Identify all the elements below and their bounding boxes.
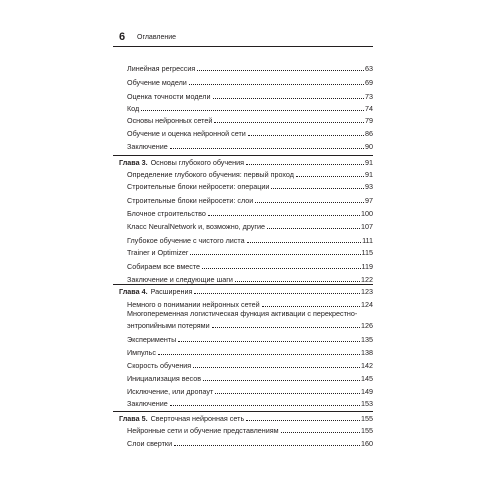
toc-entry-title: Заключение bbox=[127, 399, 168, 408]
toc-entry-title: Инициализация весов bbox=[127, 374, 202, 383]
dot-leader bbox=[235, 281, 360, 282]
toc-entry-title: Нейронные сети и обучение представлениям bbox=[127, 426, 279, 435]
dot-leader bbox=[214, 122, 364, 123]
toc-section-entry[interactable] bbox=[127, 182, 373, 191]
toc-entry-title: Исключение, или дропаут bbox=[127, 387, 214, 396]
toc-section-entry[interactable] bbox=[127, 248, 373, 257]
toc-page-number: 160 bbox=[361, 439, 373, 448]
toc-section-entry[interactable] bbox=[127, 335, 373, 344]
toc-section-entry[interactable] bbox=[127, 142, 373, 151]
toc-section-entry[interactable] bbox=[127, 348, 373, 357]
toc-section-entry[interactable] bbox=[127, 439, 373, 448]
dot-leader bbox=[246, 164, 364, 165]
dot-leader bbox=[203, 380, 360, 381]
toc-page-number: 115 bbox=[361, 248, 373, 257]
dot-leader bbox=[262, 306, 360, 307]
running-head: Оглавление bbox=[137, 34, 177, 41]
toc-page-number: 124 bbox=[361, 300, 373, 309]
dot-leader bbox=[197, 70, 364, 71]
toc-section-entry[interactable] bbox=[127, 387, 373, 396]
toc-chapter-entry[interactable] bbox=[119, 158, 373, 167]
dot-leader bbox=[213, 98, 365, 99]
toc-section-entry[interactable] bbox=[127, 374, 373, 383]
toc-section-entry[interactable] bbox=[127, 236, 373, 245]
toc-section-entry[interactable] bbox=[127, 209, 373, 218]
chapter-rule bbox=[113, 411, 373, 412]
toc-section-entry[interactable] bbox=[127, 361, 373, 370]
dot-leader bbox=[212, 327, 360, 328]
toc-entry-title: Глубокое обучение с чистого листа bbox=[127, 236, 245, 245]
toc-section-entry[interactable] bbox=[127, 170, 373, 179]
dot-leader bbox=[189, 84, 364, 85]
toc-page-number: 111 bbox=[362, 236, 373, 245]
toc-entry-title: Оценка точности модели bbox=[127, 92, 211, 101]
toc-entry-title: Немного о понимании нейронных сетей bbox=[127, 300, 260, 309]
toc-section-entry[interactable] bbox=[127, 426, 373, 435]
dot-leader bbox=[141, 110, 364, 111]
toc-page-number: 90 bbox=[365, 142, 373, 151]
dot-leader bbox=[208, 215, 360, 216]
toc-entry-title: Сверточная нейронная сеть bbox=[150, 414, 245, 423]
toc-page-number: 153 bbox=[361, 399, 373, 408]
toc-page-number: 97 bbox=[365, 196, 373, 205]
toc-section-entry[interactable] bbox=[127, 196, 373, 205]
toc-page-number: 100 bbox=[361, 209, 373, 218]
chapter-rule bbox=[113, 284, 373, 285]
toc-page-number: 69 bbox=[365, 78, 373, 87]
toc-page-number: 107 bbox=[361, 222, 373, 231]
toc-entry-title-line: Многопеременная логистическая функция активации с перекрестно- bbox=[127, 309, 358, 318]
toc-section-entry[interactable] bbox=[127, 300, 373, 309]
toc-page-number: 86 bbox=[365, 129, 373, 138]
toc-entry-title: Скорость обучения bbox=[127, 361, 192, 370]
toc-entry-title: Линейная регрессия bbox=[127, 64, 196, 73]
toc-page-number: 145 bbox=[361, 374, 373, 383]
toc-page-number: 149 bbox=[361, 387, 373, 396]
dot-leader bbox=[174, 445, 360, 446]
toc-section-entry[interactable] bbox=[127, 92, 373, 101]
toc-page-number: 138 bbox=[361, 348, 373, 357]
dot-leader bbox=[246, 420, 360, 421]
toc-page-number: 126 bbox=[361, 321, 373, 330]
toc-entry-title: Определение глубокого обучения: первый проход bbox=[127, 170, 294, 179]
toc-page-number: 63 bbox=[365, 64, 373, 73]
toc-section-entry[interactable] bbox=[127, 275, 373, 284]
toc-page-number: 119 bbox=[361, 262, 373, 271]
toc-page-number: 73 bbox=[365, 92, 373, 101]
toc-chapter-entry[interactable] bbox=[119, 414, 373, 423]
dot-leader bbox=[170, 405, 360, 406]
toc-entry-title: Основы глубокого обучения bbox=[150, 158, 245, 167]
toc-entry-title: Собираем все вместе bbox=[127, 262, 201, 271]
toc-entry-title: Импульс bbox=[127, 348, 156, 357]
toc-section-entry[interactable] bbox=[127, 116, 373, 125]
toc-page-number: 91 bbox=[365, 158, 373, 167]
toc-entry-title: Код bbox=[127, 104, 140, 113]
toc-entry-title: Блочное строительство bbox=[127, 209, 206, 218]
toc-section-entry[interactable] bbox=[127, 64, 373, 73]
toc-page-number: 142 bbox=[361, 361, 373, 370]
toc-page-number: 91 bbox=[365, 170, 373, 179]
toc-page-number: 79 bbox=[365, 116, 373, 125]
toc-entry-title: Заключение и следующие шаги bbox=[127, 275, 233, 284]
toc-page-number: 135 bbox=[361, 335, 373, 344]
dot-leader bbox=[190, 254, 360, 255]
toc-entry-title: Обучение и оценка нейронной сети bbox=[127, 129, 246, 138]
dot-leader bbox=[271, 188, 364, 189]
dot-leader bbox=[202, 268, 360, 269]
toc-page-number: 74 bbox=[365, 104, 373, 113]
dot-leader bbox=[296, 176, 364, 177]
toc-section-entry[interactable] bbox=[127, 399, 373, 408]
page-header bbox=[119, 30, 373, 44]
toc-entry-title: Слои свертки bbox=[127, 439, 173, 448]
toc-section-entry[interactable] bbox=[127, 129, 373, 138]
chapter-label: Глава 5. bbox=[119, 414, 148, 423]
page-number: 6 bbox=[119, 31, 126, 43]
toc-entry-title: Основы нейронных сетей bbox=[127, 116, 213, 125]
chapter-label: Глава 4. bbox=[119, 287, 148, 296]
toc-entry-title: Класс NeuralNetwork и, возможно, другие bbox=[127, 222, 266, 231]
toc-section-entry[interactable] bbox=[127, 78, 373, 87]
toc-entry-title: Обучение модели bbox=[127, 78, 187, 87]
dot-leader bbox=[255, 202, 364, 203]
dot-leader bbox=[193, 367, 360, 368]
dot-leader bbox=[281, 432, 360, 433]
chapter-label: Глава 3. bbox=[119, 158, 148, 167]
dot-leader bbox=[178, 341, 360, 342]
toc-entry-title: Расширения bbox=[150, 287, 193, 296]
toc-page-number: 93 bbox=[365, 182, 373, 191]
dot-leader bbox=[215, 393, 360, 394]
toc-entry-title: Заключение bbox=[127, 142, 168, 151]
dot-leader bbox=[194, 293, 360, 294]
chapter-rule bbox=[113, 155, 373, 156]
toc-entry-title: Эксперименты bbox=[127, 335, 177, 344]
toc-page-number: 123 bbox=[361, 287, 373, 296]
dot-leader bbox=[267, 228, 360, 229]
dot-leader bbox=[247, 242, 361, 243]
toc-page-number: 155 bbox=[361, 414, 373, 423]
dot-leader bbox=[248, 135, 364, 136]
dot-leader bbox=[158, 354, 360, 355]
toc-section-entry[interactable] bbox=[127, 104, 373, 113]
toc-entry-title: Trainer и Optimizer bbox=[127, 248, 189, 257]
toc-entry-title: Строительные блоки нейросети: операции bbox=[127, 182, 270, 191]
toc-chapter-entry[interactable] bbox=[119, 287, 373, 296]
toc-page-number: 122 bbox=[361, 275, 373, 284]
header-rule bbox=[113, 46, 373, 47]
toc-section-entry[interactable] bbox=[127, 262, 373, 271]
toc-page-number: 155 bbox=[361, 426, 373, 435]
dot-leader bbox=[170, 148, 364, 149]
toc-entry-title: Строительные блоки нейросети: слои bbox=[127, 196, 254, 205]
toc-section-entry[interactable] bbox=[127, 321, 373, 330]
toc-entry-title: энтропийными потерями bbox=[127, 321, 210, 330]
toc-section-entry[interactable] bbox=[127, 222, 373, 231]
